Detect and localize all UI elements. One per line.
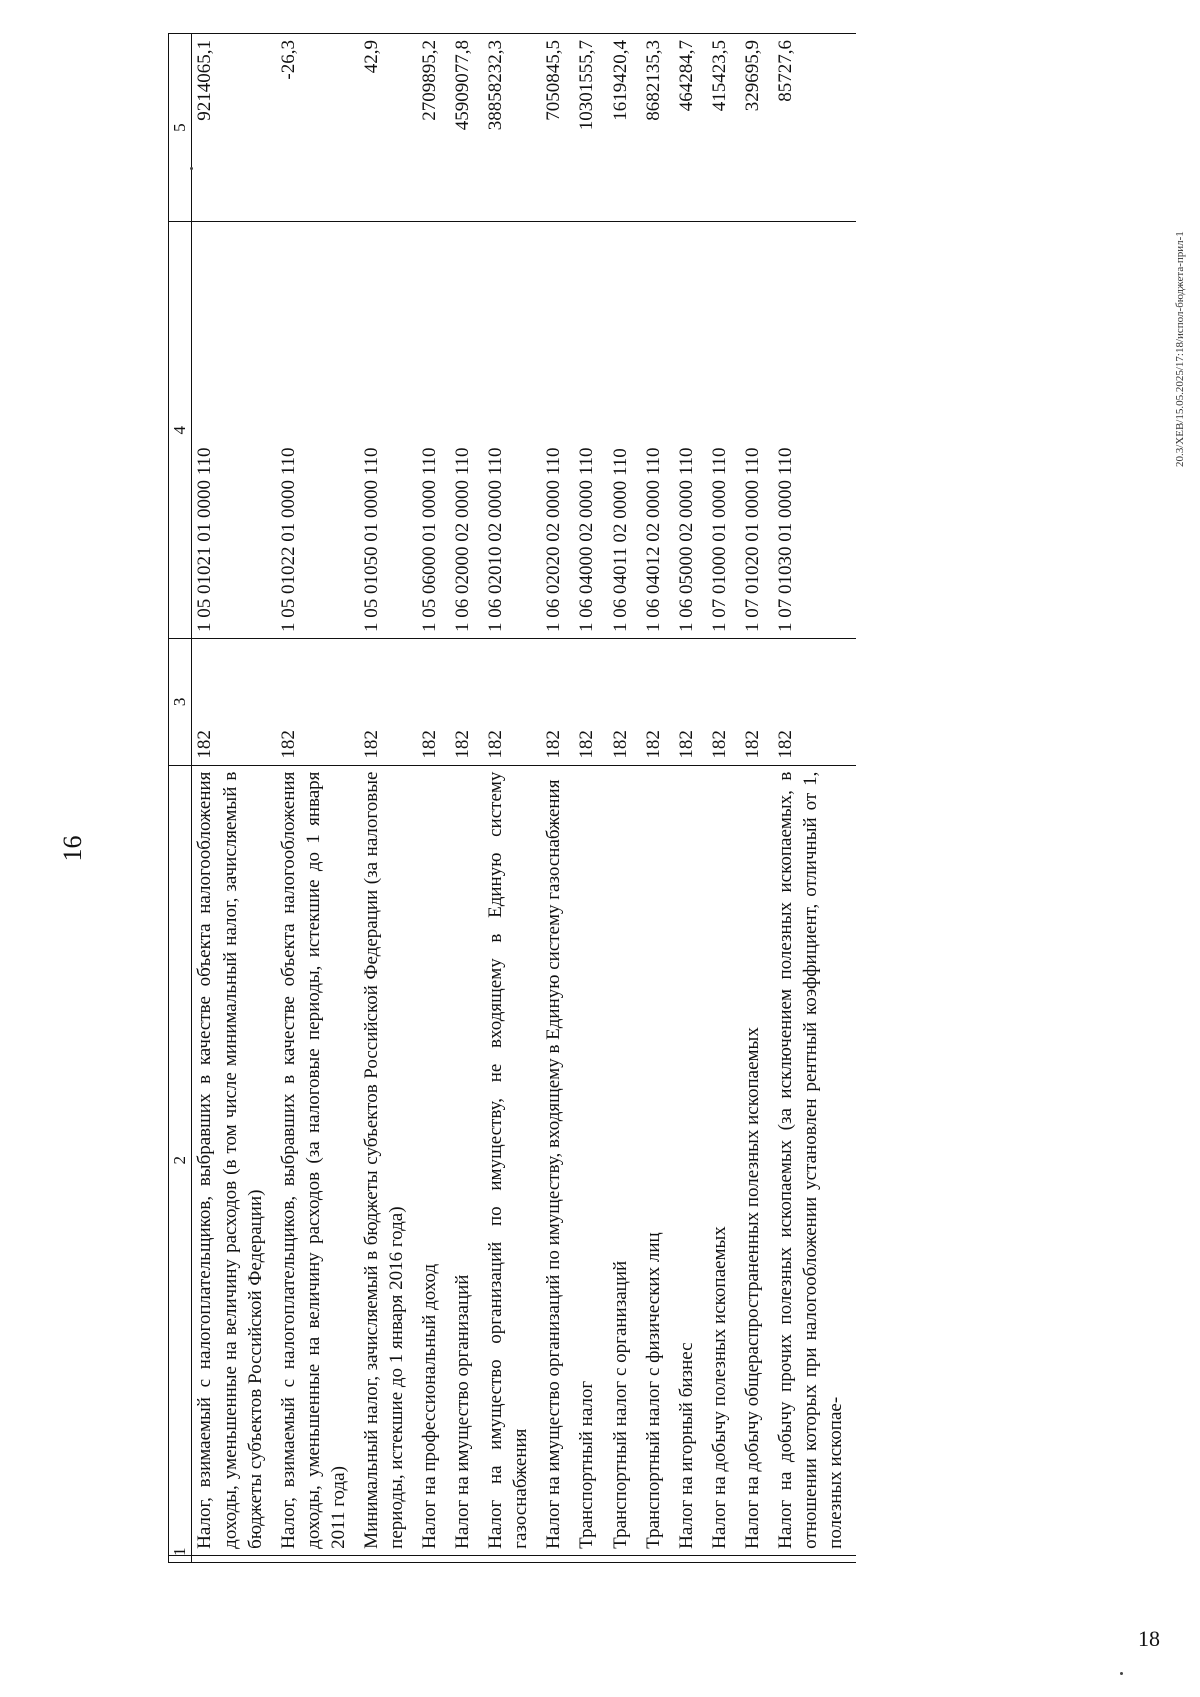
row-col-1 [740, 1555, 773, 1562]
row-col-1 [707, 1555, 740, 1562]
admin-code-cell: 182 [417, 639, 450, 766]
table-row [740, 34, 773, 1563]
budget-code-cell: 1 07 01030 01 0000 110 [773, 222, 856, 639]
row-col-1 [276, 1555, 359, 1562]
budget-code-cell: 1 06 05000 02 0000 110 [674, 222, 707, 639]
table-row [276, 34, 359, 1563]
row-col-1 [359, 1555, 417, 1562]
budget-code-cell: 1 05 01050 01 0000 110 [359, 222, 417, 639]
amount-cell: 1619420,4 [608, 34, 641, 222]
admin-code-cell: 182 [483, 639, 541, 766]
scan-speck [1120, 1672, 1123, 1675]
tax-name-cell: Транспортный налог с физических лиц [641, 765, 674, 1555]
admin-code-cell: 182 [608, 639, 641, 766]
amount-cell: 415423,5 [707, 34, 740, 222]
tax-name-cell: Налог на имущество организаций [450, 765, 483, 1555]
table-row [707, 34, 740, 1563]
budget-code-cell: 1 06 02010 02 0000 110 [483, 222, 541, 639]
table-row [483, 34, 541, 1563]
budget-code-cell: 1 05 01022 01 0000 110 [276, 222, 359, 639]
table-row [574, 34, 607, 1563]
row-col-1 [574, 1555, 607, 1562]
budget-code-cell: 1 05 06000 01 0000 110 [417, 222, 450, 639]
table-row [359, 34, 417, 1563]
tax-name-cell: Транспортный налог с организаций [608, 765, 641, 1555]
admin-code-cell: 182 [707, 639, 740, 766]
row-col-1 [608, 1555, 641, 1562]
row-col-1 [641, 1555, 674, 1562]
amount-cell: 10301555,7 [574, 34, 607, 222]
row-col-1 [773, 1555, 856, 1562]
page-number: 16 [58, 835, 87, 862]
row-col-1 [192, 1555, 276, 1562]
budget-code-cell: 1 06 04000 02 0000 110 [574, 222, 607, 639]
budget-code-cell: 1 06 02000 02 0000 110 [450, 222, 483, 639]
row-col-1 [674, 1555, 707, 1562]
admin-code-cell: 182 [773, 639, 856, 766]
document-footer-note: 20.3/ХЕВ/15.05.2025/17:18/испол-бюджета-прил-1 [1174, 231, 1186, 467]
row-col-1 [450, 1555, 483, 1562]
amount-cell: 45909077,8 [450, 34, 483, 222]
amount-cell: 329695,9 [740, 34, 773, 222]
sheet-number: 18 [1138, 1626, 1160, 1651]
amount-cell: 38858232,3 [483, 34, 541, 222]
table-row [541, 34, 574, 1563]
tax-name-cell: Налог на имущество организаций по имуществу, не входящему в Единую систему газоснабжения [483, 765, 541, 1555]
tax-name-cell: Налог на добычу прочих полезных ископаемых (за исключением полезных ископаемых, в отношении которых при налогообложении установлен рентный коэффициент, отличный от 1, полезных ископае- [773, 765, 856, 1555]
amount-cell: 2709895,2 [417, 34, 450, 222]
table-row [450, 34, 483, 1563]
tax-name-cell: Налог, взимаемый с налогоплательщиков, выбравших в качестве объекта налогообложения доходы, уменьшенные на величину расходов (в том числе минимальный налог, зачисляемый в бюджеты субъектов Российской Федерации) [192, 765, 276, 1555]
table-body [192, 34, 856, 1563]
amount-cell: 464284,7 [674, 34, 707, 222]
amount-cell: 9214065,1 [192, 34, 276, 222]
budget-code-cell: 1 07 01000 01 0000 110 [707, 222, 740, 639]
tax-name-cell: Минимальный налог, зачисляемый в бюджеты субъектов Российской Федерации (за налоговые периоды, истекшие до 1 января 2016 года) [359, 765, 417, 1555]
row-col-1 [483, 1555, 541, 1562]
budget-code-cell: 1 07 01020 01 0000 110 [740, 222, 773, 639]
admin-code-cell: 182 [674, 639, 707, 766]
admin-code-cell: 182 [740, 639, 773, 766]
tax-revenue-table [168, 33, 856, 1563]
scan-speck [190, 167, 193, 170]
amount-cell: 42,9 [359, 34, 417, 222]
header-col-1: 1 [169, 1555, 192, 1562]
table-row [641, 34, 674, 1563]
admin-code-cell: 182 [359, 639, 417, 766]
amount-cell: -26,3 [276, 34, 359, 222]
tax-name-cell: Налог на игорный бизнес [674, 765, 707, 1555]
tax-name-cell: Транспортный налог [574, 765, 607, 1555]
row-col-1 [541, 1555, 574, 1562]
table-row [192, 34, 276, 1563]
tax-name-cell: Налог на имущество организаций по имуществу, входящему в Единую систему газоснабжения [541, 765, 574, 1555]
amount-cell: 85727,6 [773, 34, 856, 222]
tax-name-cell: Налог на добычу общераспространенных полезных ископаемых [740, 765, 773, 1555]
table-row [417, 34, 450, 1563]
admin-code-cell: 182 [276, 639, 359, 766]
header-col-3: 3 [169, 639, 192, 766]
amount-cell: 7050845,5 [541, 34, 574, 222]
table-header-row [169, 34, 192, 1563]
budget-code-cell: 1 06 04011 02 0000 110 [608, 222, 641, 639]
table-row [608, 34, 641, 1563]
table-row [773, 34, 856, 1563]
row-col-1 [417, 1555, 450, 1562]
tax-name-cell: Налог на профессиональный доход [417, 765, 450, 1555]
admin-code-cell: 182 [574, 639, 607, 766]
amount-cell: 8682135,3 [641, 34, 674, 222]
budget-code-cell: 1 06 04012 02 0000 110 [641, 222, 674, 639]
admin-code-cell: 182 [541, 639, 574, 766]
budget-code-cell: 1 06 02020 02 0000 110 [541, 222, 574, 639]
budget-code-cell: 1 05 01021 01 0000 110 [192, 222, 276, 639]
header-col-5: 5 [169, 34, 192, 222]
header-col-4: 4 [169, 222, 192, 639]
table-row [674, 34, 707, 1563]
header-col-2: 2 [169, 765, 192, 1555]
admin-code-cell: 182 [450, 639, 483, 766]
admin-code-cell: 182 [192, 639, 276, 766]
tax-name-cell: Налог на добычу полезных ископаемых [707, 765, 740, 1555]
admin-code-cell: 182 [641, 639, 674, 766]
tax-name-cell: Налог, взимаемый с налогоплательщиков, выбравших в качестве объекта налогообложения доходы, уменьшенные на величину расходов (за налоговые периоды, истекшие до 1 января 2011 года) [276, 765, 359, 1555]
